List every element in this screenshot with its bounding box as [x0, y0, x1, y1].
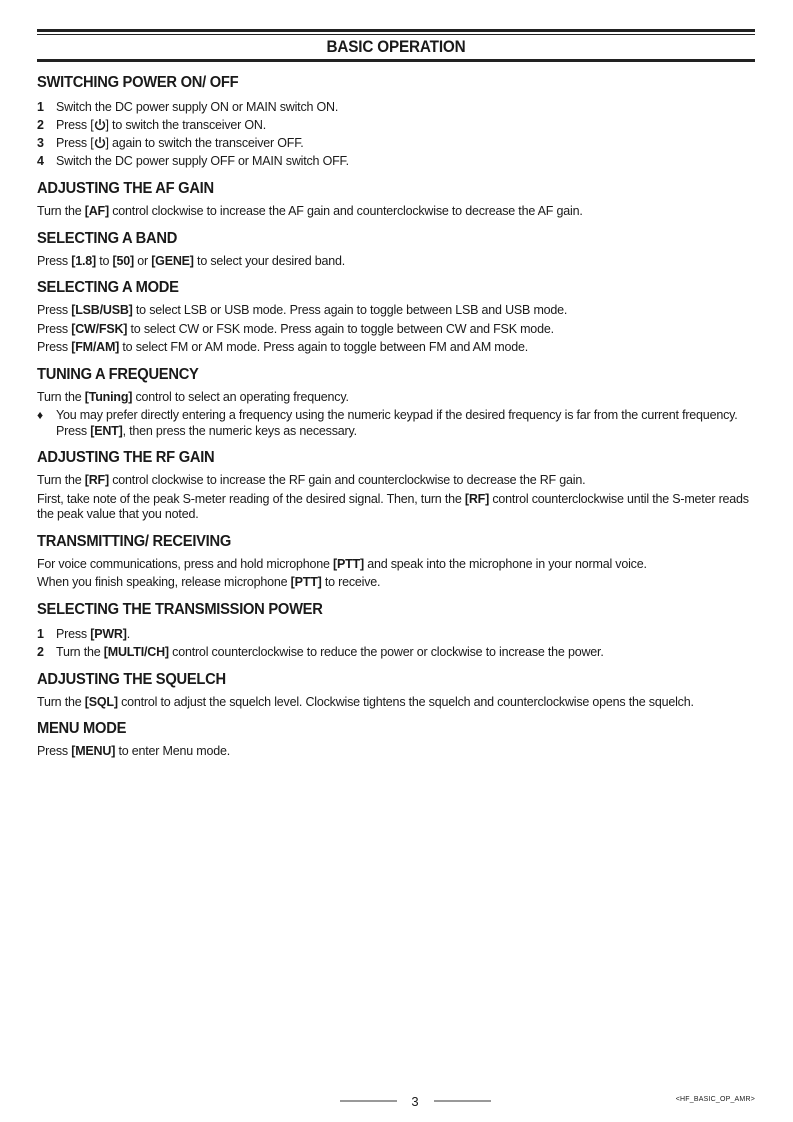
section-band [37, 230, 755, 270]
section-title: SELECTING A MODE [37, 279, 179, 296]
section-title: SELECTING THE TRANSMISSION POWER [37, 600, 323, 618]
step-text: Switch the DC power supply ON or MAIN switch ON. [56, 100, 339, 114]
page-number: 3 [411, 1094, 419, 1109]
section-text: Press [1.8] to [50] or [GENE] to select your desired band. [37, 253, 346, 268]
header-rule-top [37, 29, 755, 32]
section-text: Turn the [SQL] control to adjust the squelch level. Clockwise tightens the squelch and counterclockwise opens the squelch. [37, 694, 694, 709]
note-bullet [37, 408, 755, 439]
step-item [37, 134, 755, 152]
page-footer [37, 1094, 755, 1110]
section-text: For voice communications, press and hold microphone [PTT] and speak into the microphone in your normal voice. [37, 556, 647, 571]
manual-page [37, 0, 755, 1122]
step-text: Press [PWR]. [56, 626, 131, 641]
footer-rule-left [340, 1100, 397, 1102]
step-text: Switch the DC power supply OFF or MAIN switch OFF. [56, 154, 349, 168]
diamond-bullet-icon: ♦ [37, 408, 43, 422]
page-title: BASIC OPERATION [326, 37, 466, 56]
section-text: Turn the [Tuning] control to select an operating frequency. [37, 389, 349, 404]
step-text: Turn the [MULTI/CH] control counterclockwise to reduce the power or clockwise to increase the power. [56, 644, 604, 659]
step-item [37, 98, 755, 116]
section-title: TUNING A FREQUENCY [37, 365, 199, 383]
step-number: 3 [37, 136, 44, 150]
section-menu [37, 720, 755, 760]
section-text: First, take note of the peak S-meter reading of the desired signal. Then, turn the [RF] control counterclockwise until the S-meter reads the peak value that you noted. [37, 491, 749, 521]
section-squelch [37, 671, 755, 711]
step-text: Press [ ] to switch the transceiver ON. [56, 118, 267, 132]
step-item [37, 152, 755, 170]
section-text: Turn the [AF] control clockwise to increase the AF gain and counterclockwise to decrease the AF gain. [37, 204, 583, 218]
step-item [37, 625, 755, 643]
step-number: 4 [37, 154, 44, 168]
header-rule-bottom [37, 59, 755, 62]
step-number: 1 [37, 100, 44, 114]
header-rule-middle [37, 34, 755, 35]
mode-line: Press [FM/AM] to select FM or AM mode. Press again to toggle between FM and AM mode. [37, 340, 529, 354]
section-title: MENU MODE [37, 720, 127, 737]
footer-rule-right [434, 1100, 491, 1102]
section-title: ADJUSTING THE RF GAIN [37, 449, 215, 466]
section-title: SWITCHING POWER ON/ OFF [37, 74, 239, 91]
section-mode [37, 279, 755, 356]
section-tx-power [37, 601, 755, 661]
section-transmitting [37, 533, 755, 591]
section-title: TRANSMITTING/ RECEIVING [37, 532, 232, 550]
section-rf-gain [37, 449, 755, 523]
section-title: ADJUSTING THE SQUELCH [37, 670, 226, 688]
section-title: ADJUSTING THE AF GAIN [37, 180, 214, 197]
step-number: 1 [37, 626, 44, 641]
step-text: Press [ ] again to switch the transceiver OFF. [56, 136, 304, 150]
section-power [37, 74, 755, 170]
section-tuning [37, 366, 755, 440]
document-code: <HF_BASIC_OP_AMR> [675, 1096, 755, 1103]
section-af-gain [37, 180, 755, 220]
section-text: When you finish speaking, release microphone [PTT] to receive. [37, 575, 381, 589]
mode-line: Press [LSB/USB] to select LSB or USB mode. Press again to toggle between LSB and USB mode. [37, 303, 568, 317]
power-icon [94, 136, 106, 149]
section-title: SELECTING A BAND [37, 229, 178, 247]
step-number: 2 [37, 644, 44, 659]
step-item [37, 643, 755, 661]
step-item [37, 116, 755, 134]
page-header [37, 29, 755, 63]
note-text: You may prefer directly entering a frequency using the numeric keypad if the desired frequency is far from the current frequency. Press [ENT], then press the numeric keys as necessary. [56, 408, 738, 438]
section-text: Press [MENU] to enter Menu mode. [37, 744, 230, 758]
mode-line: Press [CW/FSK] to select CW or FSK mode. Press again to toggle between CW and FSK mode. [37, 321, 554, 336]
power-icon [94, 118, 106, 131]
section-text: Turn the [RF] control clockwise to increase the RF gain and counterclockwise to decrease the RF gain. [37, 473, 586, 487]
step-number: 2 [37, 118, 44, 132]
page-content [37, 74, 755, 770]
